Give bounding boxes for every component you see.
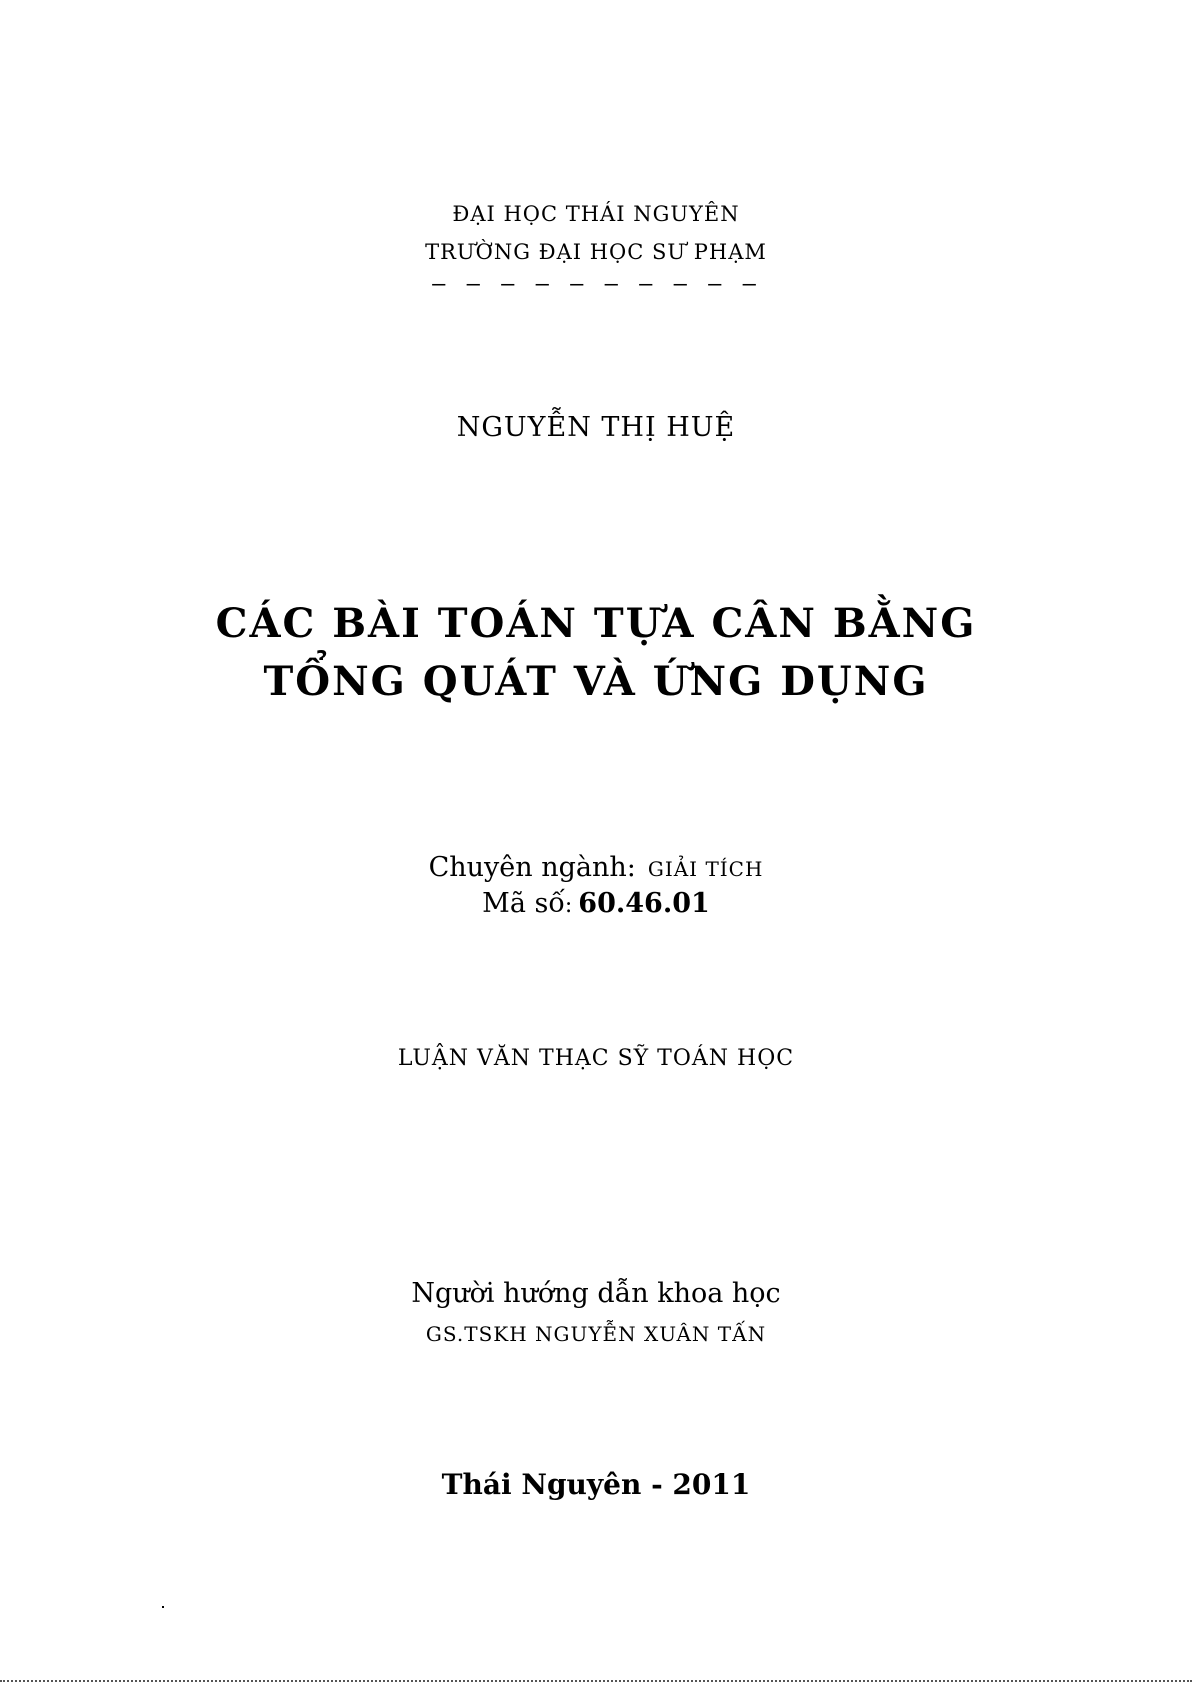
program-code-value: 60.46.01 (578, 888, 710, 919)
program-code-label: Mã số (482, 888, 565, 919)
program-code (0, 888, 1192, 919)
author-name: NGUYỄN THỊ HUỆ (456, 412, 736, 443)
thesis-title-line-2: TỔNG QUÁT VÀ ỨNG DỤNG (263, 658, 929, 705)
university-name: ĐẠI HỌC THÁI NGUYÊN (452, 202, 740, 226)
program-code-colon: : (564, 893, 573, 918)
advisor-name: GS.TSKH NGUYỄN XUÂN TẤN (425, 1322, 767, 1346)
header-separator: – – – – – – – – – – (432, 272, 760, 297)
specialty-value: GIẢI TÍCH (647, 857, 764, 881)
faculty-name: TRƯỜNG ĐẠI HỌC SƯ PHẠM (425, 240, 767, 264)
specialty (0, 852, 1192, 883)
advisor-label: Người hướng dẫn khoa học (411, 1278, 781, 1309)
specialty-label: Chuyên ngành: (428, 852, 636, 883)
bottom-scan-edge (0, 1680, 1192, 1682)
stray-dot-mark (162, 1606, 164, 1608)
place-and-year: Thái Nguyên - 2011 (441, 1468, 751, 1501)
thesis-title-line-1: CÁC BÀI TOÁN TỰA CÂN BẰNG (215, 600, 977, 647)
degree-type: LUẬN VĂN THẠC SỸ TOÁN HỌC (397, 1046, 795, 1071)
